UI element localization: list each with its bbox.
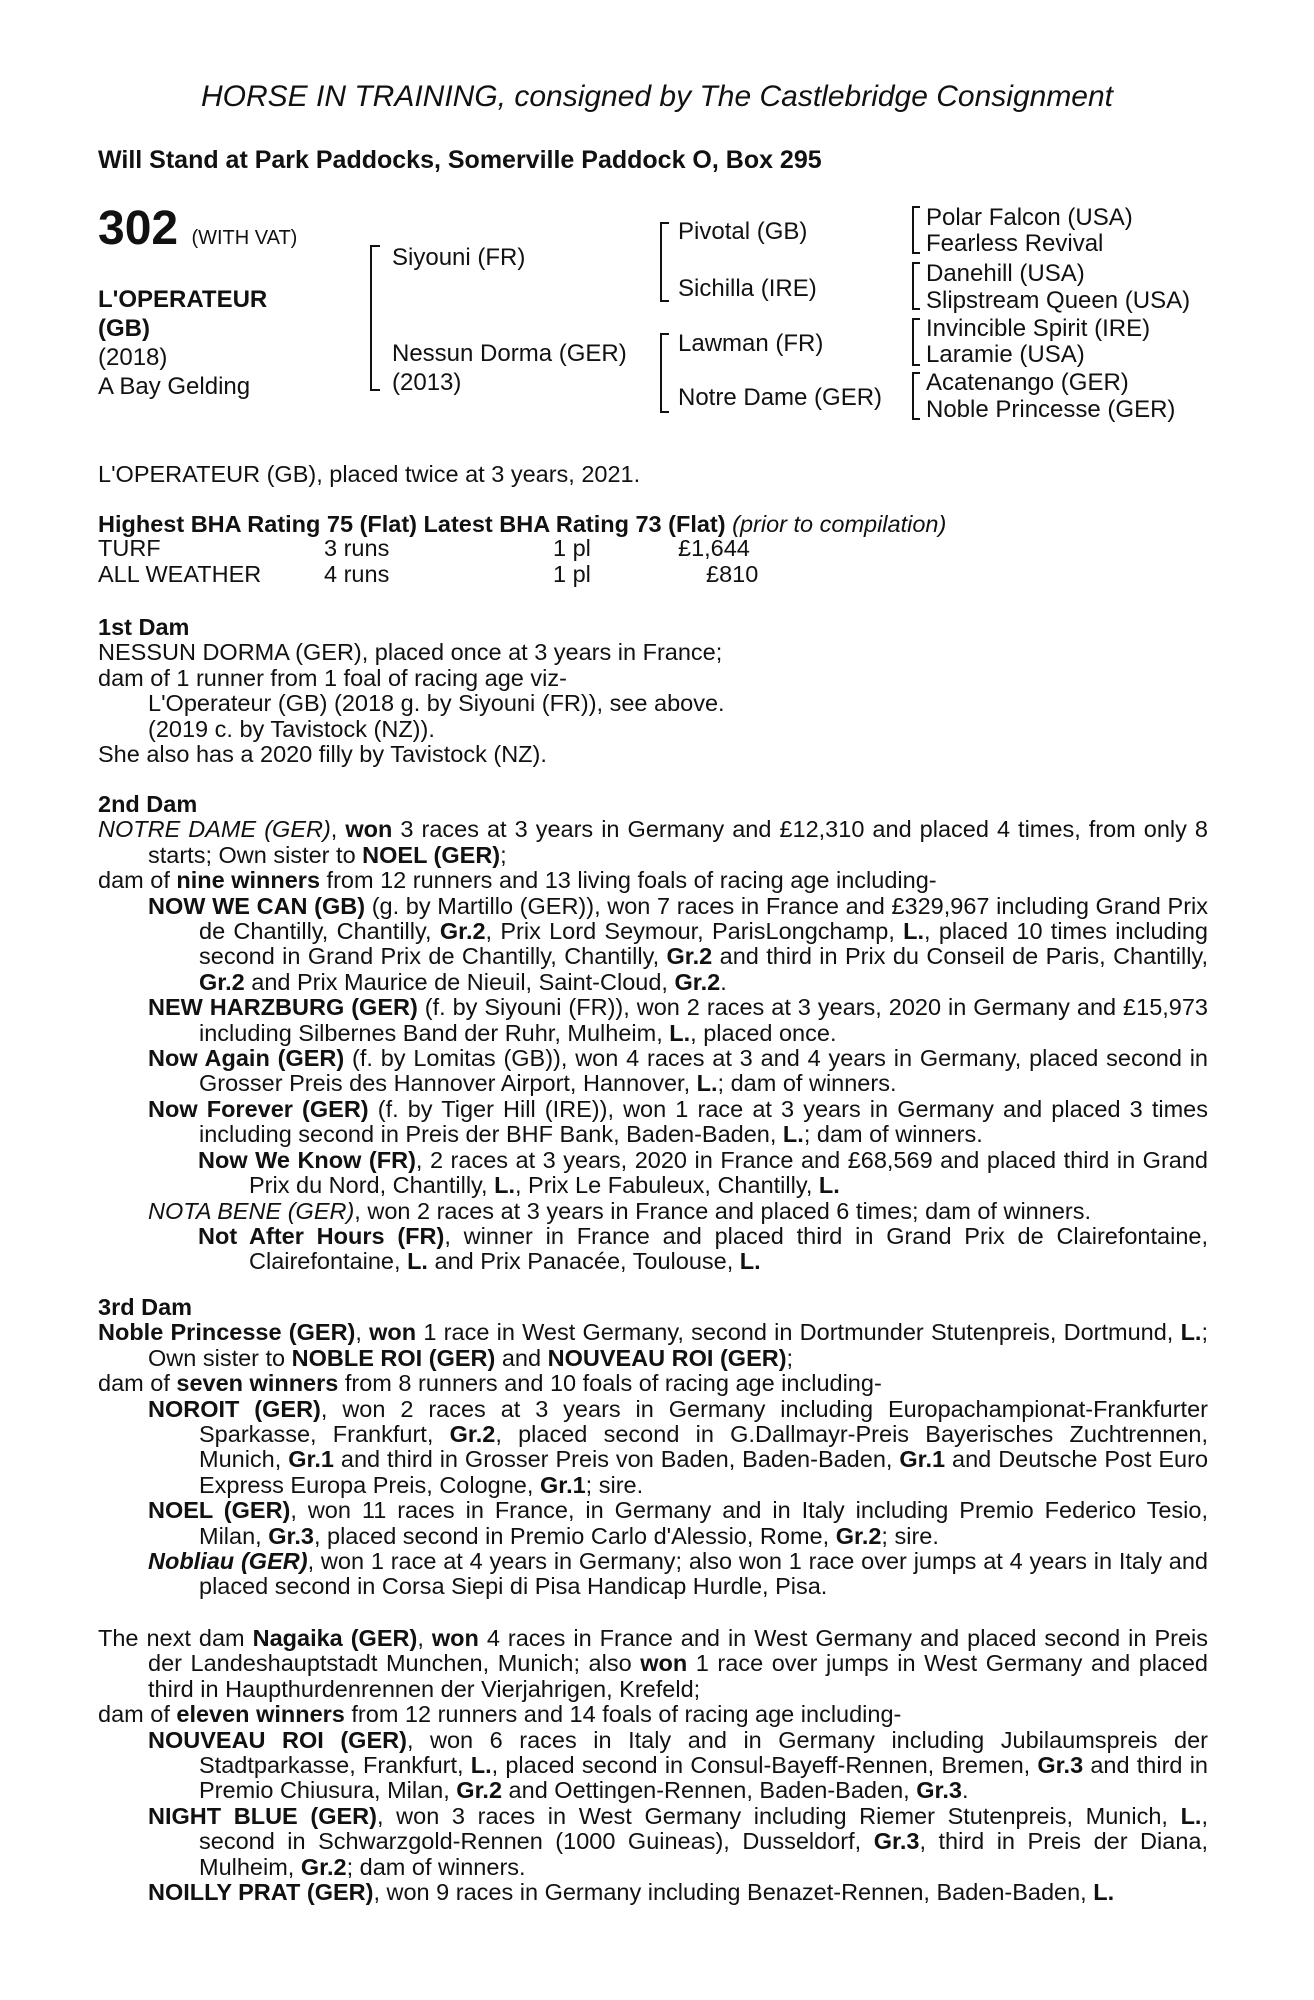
text-run: L. [782, 1121, 804, 1148]
fourth-dam-para [98, 1702, 1208, 1727]
text-run: NOEL (GER) [362, 841, 501, 868]
text-run: , second in Schwarzgold-Rennen (1000 Guineas), Dusseldorf, [199, 1802, 1208, 1855]
text-run: ; dam of winners. [803, 1121, 983, 1148]
turf-earnings: £1,644 [678, 535, 750, 561]
pedigree-dam: Nessun Dorma (GER) [392, 340, 627, 367]
text-run: seven winners [176, 1370, 339, 1397]
text-run: ; dam of winners. [717, 1070, 897, 1097]
text-run: , won 6 races in Italy and in Germany including Jubilaumspreis der Stadtparkasse, Frankfurt, [199, 1726, 1208, 1779]
text-run: Gr.2 [674, 968, 721, 995]
text-run: Not After Hours (FR) [198, 1222, 445, 1249]
text-run: L. [739, 1248, 761, 1275]
text-run: (f. by Tiger Hill (IRE)), won 1 race at 3 years in Germany and placed 3 times including second in Preis der BHF Bank, Baden-Baden, [199, 1095, 1208, 1148]
aw-placed: 1 pl [553, 561, 591, 587]
first-dam-line: dam of 1 runner from 1 foal of racing age viz- [98, 664, 567, 691]
rating-note: (prior to compilation) [732, 511, 947, 537]
g-brace-1 [912, 206, 920, 254]
text-run: NIGHT BLUE (GER) [148, 1802, 377, 1829]
text-run: ; [500, 841, 507, 868]
text-run: L. [470, 1752, 492, 1779]
g-brace-2 [912, 262, 920, 310]
aw-runs: 4 runs [324, 561, 390, 587]
text-run: , placed second in Consul-Bayeff-Rennen, Bremen, [491, 1752, 1038, 1779]
text-run: ; [786, 1344, 794, 1371]
text-run: Gr.2 [300, 1853, 347, 1880]
text-run: , won 3 races in West Germany including Riemer Stutenpreis, Munich, [376, 1802, 1181, 1829]
horse-year: (2018) [98, 344, 168, 371]
pedigree-sire-dam: Sichilla (IRE) [678, 275, 817, 302]
text-run: ; sire. [585, 1471, 644, 1498]
text-run: from 12 runners and 13 living foals of racing age including- [320, 867, 937, 894]
text-run: 3 races at 3 years in Germany and £12,310 and placed 4 times, from only 8 starts; Own sister to [148, 816, 1208, 868]
text-run: Gr.1 [288, 1446, 334, 1473]
pedigree-g3: Danehill (USA) [926, 260, 1085, 287]
text-run: Noble Princesse (GER) [98, 1319, 356, 1346]
text-run: and third in Prix du Conseil de Paris, Chantilly, [712, 943, 1208, 970]
pedigree-sire: Siyouni (FR) [392, 244, 526, 271]
first-dam-heading: 1st Dam [98, 614, 190, 640]
text-run: Gr.2 [439, 918, 486, 945]
fourth-dam-section [98, 1626, 1208, 1905]
text-run: L. [1180, 1802, 1202, 1829]
text-run: won [345, 816, 393, 843]
third-dam-para [98, 1371, 1208, 1396]
text-run: from 12 runners and 14 foals of racing age including- [344, 1701, 902, 1728]
pedigree-g4: Slipstream Queen (USA) [926, 287, 1191, 314]
third-dam-para [98, 1549, 1208, 1600]
sire-parents-brace [660, 222, 669, 302]
first-dam-section [98, 615, 1208, 767]
text-run: dam of [98, 867, 177, 894]
third-dam-section [98, 1295, 1208, 1600]
text-run: , won 1 race at 4 years in Germany; also won 1 race over jumps at 4 years in Italy and placed second in Corsa Siepi di Pisa Handicap Hurdle, Pisa. [199, 1548, 1208, 1600]
text-run: NOEL (GER) [148, 1497, 291, 1524]
rating-bold: Highest BHA Rating 75 (Flat) Latest BHA Rating 73 (Flat) [98, 511, 726, 537]
text-run: and third in Grosser Preis von Baden, Baden-Baden, [333, 1446, 900, 1473]
text-run: and Prix Maurice de Nieuil, Saint-Cloud, [244, 968, 675, 995]
pedigree-g2: Fearless Revival [926, 230, 1104, 257]
text-run: , won 9 races in Germany including Benazet-Rennen, Baden-Baden, [373, 1879, 1094, 1906]
text-run: and Oettingen-Rennen, Baden-Baden, [502, 1777, 917, 1804]
text-run: Nagaika (GER) [252, 1625, 418, 1651]
text-run: NOROIT (GER) [148, 1395, 321, 1422]
text-run: , placed second in G.Dallmayr-Preis Bayerisches Zuchtrennen, Munich, [199, 1421, 1209, 1473]
text-run: won [369, 1319, 417, 1346]
vat-note: (WITH VAT) [191, 227, 298, 249]
text-run: L. [494, 1172, 515, 1199]
horse-identity [98, 285, 267, 401]
second-dam-para [98, 995, 1208, 1046]
horse-name: L'OPERATEUR [98, 286, 268, 313]
second-dam-para [98, 868, 1208, 893]
text-run: dam of [98, 1701, 177, 1728]
text-run: Now Again (GER) [148, 1045, 345, 1072]
text-run: dam of [98, 1370, 177, 1397]
turf-surface: TURF [98, 535, 161, 561]
text-run: L. [696, 1070, 718, 1097]
third-dam-para [98, 1397, 1208, 1499]
third-dam-para [98, 1320, 1208, 1371]
second-dam-para [98, 1199, 1208, 1224]
text-run: Gr.2 [449, 1421, 496, 1448]
horse-country: (GB) [98, 315, 150, 342]
second-dam-para [98, 817, 1208, 868]
text-run: , placed once. [690, 1019, 837, 1046]
text-run: , placed 10 times including second in Grand Prix de Chantilly, Chantilly, [199, 918, 1208, 970]
text-run: L. [818, 1172, 840, 1199]
pedigree-g7: Acatenango (GER) [926, 369, 1129, 396]
text-run: Gr.2 [199, 968, 245, 995]
text-run: , won 11 races in France, in Germany and in Italy including Premio Federico Tesio, Milan, [199, 1497, 1209, 1549]
text-run: , [355, 1319, 370, 1346]
second-dam-section [98, 792, 1208, 1275]
aw-earnings: £810 [706, 561, 759, 587]
g-brace-3 [912, 318, 920, 366]
text-run: Gr.1 [539, 1471, 586, 1498]
lot-number: 302 [98, 202, 179, 255]
pedigree-g6: Laramie (USA) [926, 341, 1085, 368]
text-run: NOW WE CAN (GB) [148, 892, 366, 919]
text-run: L. [1180, 1319, 1202, 1346]
text-run: Gr.3 [873, 1828, 920, 1855]
text-run: and Prix Panacée, Toulouse, [427, 1248, 740, 1275]
text-run: Gr.3 [1037, 1752, 1084, 1779]
text-run: eleven winners [176, 1701, 345, 1728]
text-run: (g. by Martillo (GER)), won 7 races in France and £329,967 including Grand Prix de Chantilly, Chantilly, [199, 892, 1208, 945]
text-run: ; sire. [881, 1522, 939, 1549]
text-run: and [495, 1344, 548, 1371]
text-run: NEW HARZBURG (GER) [148, 994, 418, 1021]
text-run: , won 2 races at 3 years in Germany including Europachampionat-Frankfurter Sparkasse, Frankfurt, [199, 1395, 1208, 1448]
text-run: won [431, 1625, 479, 1651]
second-dam-para [98, 1148, 1208, 1199]
second-dam-para [98, 1224, 1208, 1275]
text-run: NOILLY PRAT (GER) [148, 1879, 374, 1906]
text-run: ; Own sister to [148, 1319, 1208, 1371]
text-run: nine winners [176, 867, 321, 894]
text-run: Gr.2 [666, 943, 713, 970]
text-run: 1 race in West Germany, second in Dortmunder Stutenpreis, Dortmund, [416, 1319, 1181, 1346]
text-run: L. [903, 918, 925, 945]
stand-location: Will Stand at Park Paddocks, Somerville Paddock O, Box 295 [98, 146, 822, 174]
text-run: from 8 runners and 10 foals of racing age including- [338, 1370, 882, 1397]
g-brace-4 [912, 372, 920, 420]
fourth-dam-para [98, 1804, 1208, 1880]
turf-placed: 1 pl [553, 535, 591, 561]
text-run: won [640, 1650, 688, 1677]
pedigree-dam-year: (2013) [392, 369, 462, 396]
turf-runs: 3 runs [324, 535, 390, 561]
third-dam-para [98, 1498, 1208, 1549]
text-run: Gr.3 [916, 1777, 962, 1804]
pedigree-g8: Noble Princesse (GER) [926, 396, 1176, 423]
text-run: NOTRE DAME (GER) [98, 816, 331, 843]
dam-parents-brace [660, 333, 669, 413]
text-run: , winner in France and placed third in Grand Prix de Clairefontaine, Clairefontaine, [249, 1222, 1208, 1275]
text-run: and Deutsche Post Euro Express Europa Preis, Cologne, [199, 1446, 1209, 1498]
pedigree-g5: Invincible Spirit (IRE) [926, 315, 1151, 342]
text-run: and third in Premio Chiusura, Milan, [199, 1752, 1208, 1804]
text-run: , third in Preis der Diana, Mulheim, [199, 1828, 1208, 1880]
text-run: ; dam of winners. [346, 1853, 526, 1880]
second-dam-heading: 2nd Dam [98, 791, 198, 817]
text-run: NOUVEAU ROI (GER) [547, 1344, 787, 1371]
text-run: Nobliau (GER) [148, 1548, 308, 1575]
text-run: (f. by Lomitas (GB)), won 4 races at 3 and 4 years in Germany, placed second in Grosser Preis des Hannover Airport, Hannover, [199, 1045, 1209, 1097]
text-run: , won 2 races at 3 years in France and placed 6 times; dam of winners. [354, 1197, 1091, 1224]
page-header-title: HORSE IN TRAINING, consigned by The Castlebridge Consignment [200, 80, 1114, 113]
fourth-dam-para [98, 1728, 1208, 1804]
text-run: Gr.1 [899, 1446, 946, 1473]
text-run: 1 race over jumps in West Germany and placed third in Haupthurdenrennen der Vierjahrigen, Krefeld; [148, 1650, 1208, 1702]
text-run: L. [1093, 1879, 1115, 1906]
first-dam-line: NESSUN DORMA (GER), placed once at 3 years in France; [98, 639, 723, 666]
text-run: Now Forever (GER) [148, 1095, 369, 1122]
pedigree-dam-sire: Lawman (FR) [678, 330, 824, 357]
first-dam-line: She also has a 2020 filly by Tavistock (NZ). [98, 741, 547, 768]
second-dam-para [98, 894, 1208, 996]
third-dam-heading: 3rd Dam [98, 1294, 193, 1320]
fourth-dam-para [98, 1880, 1208, 1905]
lot-number-block [98, 202, 298, 255]
text-run: , 2 races at 3 years, 2020 in France and £68,569 and placed third in Grand Prix du Nord, Chantilly, [249, 1146, 1208, 1199]
fourth-dam-para [98, 1626, 1208, 1702]
pedigree-dam-dam: Notre Dame (GER) [678, 384, 883, 411]
text-run: , Prix Le Fabuleux, Chantilly, [515, 1172, 819, 1199]
text-run: L. [407, 1248, 428, 1275]
text-run: Gr.3 [268, 1522, 314, 1549]
text-run: (f. by Siyouni (FR)), won 2 races at 3 years, 2020 in Germany and £15,973 including Silbernes Band der Ruhr, Mulheim, [199, 994, 1209, 1046]
horse-description: A Bay Gelding [98, 373, 251, 400]
second-dam-para [98, 1046, 1208, 1097]
text-run: NOTA BENE (GER) [148, 1197, 355, 1224]
rating-line [98, 512, 946, 537]
text-run: The next dam [98, 1625, 253, 1651]
text-run: L. [669, 1019, 691, 1046]
text-run: , [417, 1625, 432, 1651]
first-dam-line: L'Operateur (GB) (2018 g. by Siyouni (FR)), see above. [148, 690, 725, 717]
second-dam-para [98, 1097, 1208, 1148]
text-run: Gr.2 [835, 1522, 882, 1549]
text-run: . [720, 968, 727, 995]
text-run: NOBLE ROI (GER) [291, 1344, 496, 1371]
text-run: Gr.2 [456, 1777, 503, 1804]
race-summary: L'OPERATEUR (GB), placed twice at 3 years, 2021. [98, 461, 641, 487]
text-run: , [330, 816, 346, 843]
sire-dam-brace [370, 245, 380, 391]
text-run: Now We Know (FR) [198, 1146, 416, 1173]
text-run: 4 races in France and in West Germany and placed second in Preis der Landeshauptstadt Munchen, Munich; also [148, 1625, 1208, 1677]
text-run: NOUVEAU ROI (GER) [148, 1726, 407, 1753]
text-run: , Prix Lord Seymour, ParisLongchamp, [485, 918, 904, 945]
text-run: . [961, 1777, 969, 1804]
text-run: , placed second in Premio Carlo d'Alessio, Rome, [313, 1522, 836, 1549]
pedigree-g1: Polar Falcon (USA) [926, 204, 1133, 231]
pedigree-sire-sire: Pivotal (GB) [678, 218, 808, 245]
aw-surface: ALL WEATHER [98, 561, 262, 587]
first-dam-line: (2019 c. by Tavistock (NZ)). [148, 715, 435, 742]
